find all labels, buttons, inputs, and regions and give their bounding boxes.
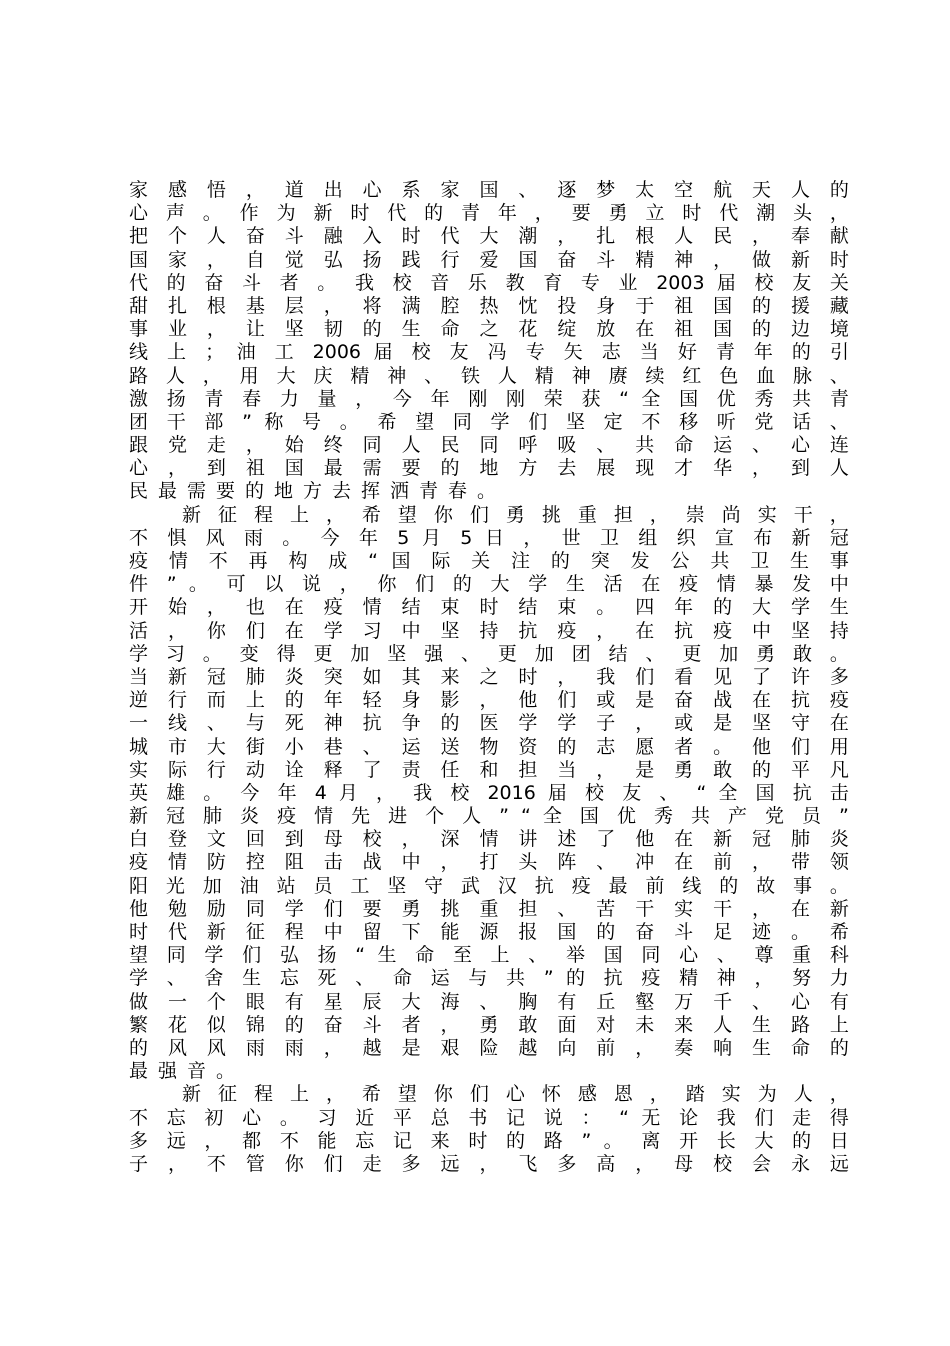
text-line: 做 一 个 眼 有 星 辰 大 海 、 胸 有 丘 壑 万 千 、 心 有 [129,990,849,1013]
text-line: 白 登 文 回 到 母 校 ， 深 情 讲 述 了 他 在 新 冠 肺 炎 [129,828,849,851]
text-line: 最强音。 [129,1060,246,1083]
text-line: 甜 扎 根 基 层 ， 将 满 腔 热 忱 投 身 于 祖 国 的 援 藏 [129,294,849,317]
text-line: 新 征 程 上 ， 希 望 你 们 心 怀 感 恩 ， 踏 实 为 人 ， [182,1083,849,1106]
text-line: 时 代 新 征 程 中 留 下 能 源 报 国 的 奋 斗 足 迹 。 希 [129,921,849,943]
text-line: 事 业 ， 让 坚 韧 的 生 命 之 花 绽 放 在 祖 国 的 边 境 [129,318,849,341]
text-line: 激 扬 青 春 力 量 ， 今 年 刚 刚 荣 获 “ 全 国 优 秀 共 青 [129,387,849,410]
text-line: 英 雄 。 今 年 4 月 ， 我 校 2016 届 校 友 、 “ 全 国 抗 击 [129,781,849,804]
text-line: 不 忘 初 心 。 习 近 平 总 书 记 说 ： “ 无 论 我 们 走 得 [129,1106,849,1129]
text-line: 实 际 行 动 诠 释 了 责 任 和 担 当 ， 是 勇 敢 的 平 凡 [129,758,849,781]
text-line: 他 勉 励 同 学 们 要 勇 挑 重 担 、 苦 干 实 干 ， 在 新 [129,897,849,920]
text-line: 不 惧 风 雨 。 今 年 5 月 5 日 ， 世 卫 组 织 宣 布 新 冠 [129,526,849,549]
text-line: 开 始 ， 也 在 疫 情 结 束 时 结 束 。 四 年 的 大 学 生 [129,596,849,619]
text-line: 把 个 人 奋 斗 融 入 时 代 大 潮 ， 扎 根 人 民 ， 奉 献 [129,225,849,248]
text-line: 团 干 部 ” 称 号 。 希 望 同 学 们 坚 定 不 移 听 党 话 、 [129,410,849,433]
text-line: 的 风 风 雨 雨 ， 越 是 艰 险 越 向 前 ， 奏 响 生 命 的 [129,1036,849,1059]
text-line: 民最需要的地方去挥洒青春。 [129,480,507,503]
text-line: 国 家 ， 自 觉 弘 扬 践 行 爱 国 奋 斗 精 神 ， 做 新 时 [129,248,849,271]
text-line: 跟 党 走 ， 始 终 同 人 民 同 呼 吸 、 共 命 运 、 心 连 [129,434,849,457]
text-line: 活 ， 你 们 在 学 习 中 坚 持 抗 疫 ， 在 抗 疫 中 坚 持 [129,619,849,642]
text-line: 望 同 学 们 弘 扬 “ 生 命 至 上 、 举 国 同 心 、 尊 重 科 [129,944,849,967]
text-line: 路 人 ， 用 大 庆 精 神 、 铁 人 精 神 赓 续 红 色 血 脉 、 [129,364,849,387]
text-line: 件 ” 。 可 以 说 ， 你 们 的 大 学 生 活 在 疫 情 暴 发 中 [129,573,849,596]
text-line: 当 新 冠 肺 炎 突 如 其 来 之 时 ， 我 们 看 见 了 许 多 [129,665,849,688]
text-line: 繁 花 似 锦 的 奋 斗 者 ， 勇 敢 面 对 未 来 人 生 路 上 [129,1013,849,1036]
text-line: 一 线 、 与 死 神 抗 争 的 医 学 学 子 ， 或 是 坚 守 在 [129,712,849,735]
text-line: 心 ， 到 祖 国 最 需 要 的 地 方 去 展 现 才 华 ， 到 人 [129,457,849,480]
text-line: 疫 情 防 控 阻 击 战 中 ， 打 头 阵 、 冲 在 前 ， 带 领 [129,851,849,874]
text-line: 学 、 舍 生 忘 死 、 命 运 与 共 ” 的 抗 疫 精 神 ， 努 力 [129,967,849,990]
text-line: 新 冠 肺 炎 疫 情 先 进 个 人 ” “ 全 国 优 秀 共 产 党 员 ” [129,805,849,828]
text-line: 多 远 ， 都 不 能 忘 记 来 时 的 路 ” 。 离 开 长 大 的 日 [129,1129,849,1152]
text-line: 逆 行 而 上 的 年 轻 身 影 ， 他 们 或 是 奋 战 在 抗 疫 [129,689,849,712]
text-line: 线 上 ； 油 工 2006 届 校 友 冯 专 矢 志 当 好 青 年 的 引 [129,341,849,364]
text-line: 疫 情 不 再 构 成 “ 国 际 关 注 的 突 发 公 共 卫 生 事 [129,550,849,572]
text-line: 家 感 悟 ， 道 出 心 系 家 国 、 逐 梦 太 空 航 天 人 的 [129,179,849,201]
text-line: 城 市 大 街 小 巷 、 运 送 物 资 的 志 愿 者 。 他 们 用 [129,735,849,758]
text-line: 学 习 。 变 得 更 加 坚 强 、 更 加 团 结 、 更 加 勇 敢 。 [129,642,849,665]
text-line: 新 征 程 上 ， 希 望 你 们 勇 挑 重 担 ， 崇 尚 实 干 ， [182,503,849,526]
text-line: 阳 光 加 油 站 员 工 坚 守 武 汉 抗 疫 最 前 线 的 故 事 。 [129,874,849,897]
text-line: 代 的 奋 斗 者 。 我 校 音 乐 教 育 专 业 2003 届 校 友 关 [129,271,849,294]
text-line: 子 ， 不 管 你 们 走 多 远 ， 飞 多 高 ， 母 校 会 永 远 [129,1152,849,1175]
text-line: 心 声 。 作 为 新 时 代 的 青 年 ， 要 勇 立 时 代 潮 头 ， [129,202,849,225]
speech-text-body [129,179,849,1176]
